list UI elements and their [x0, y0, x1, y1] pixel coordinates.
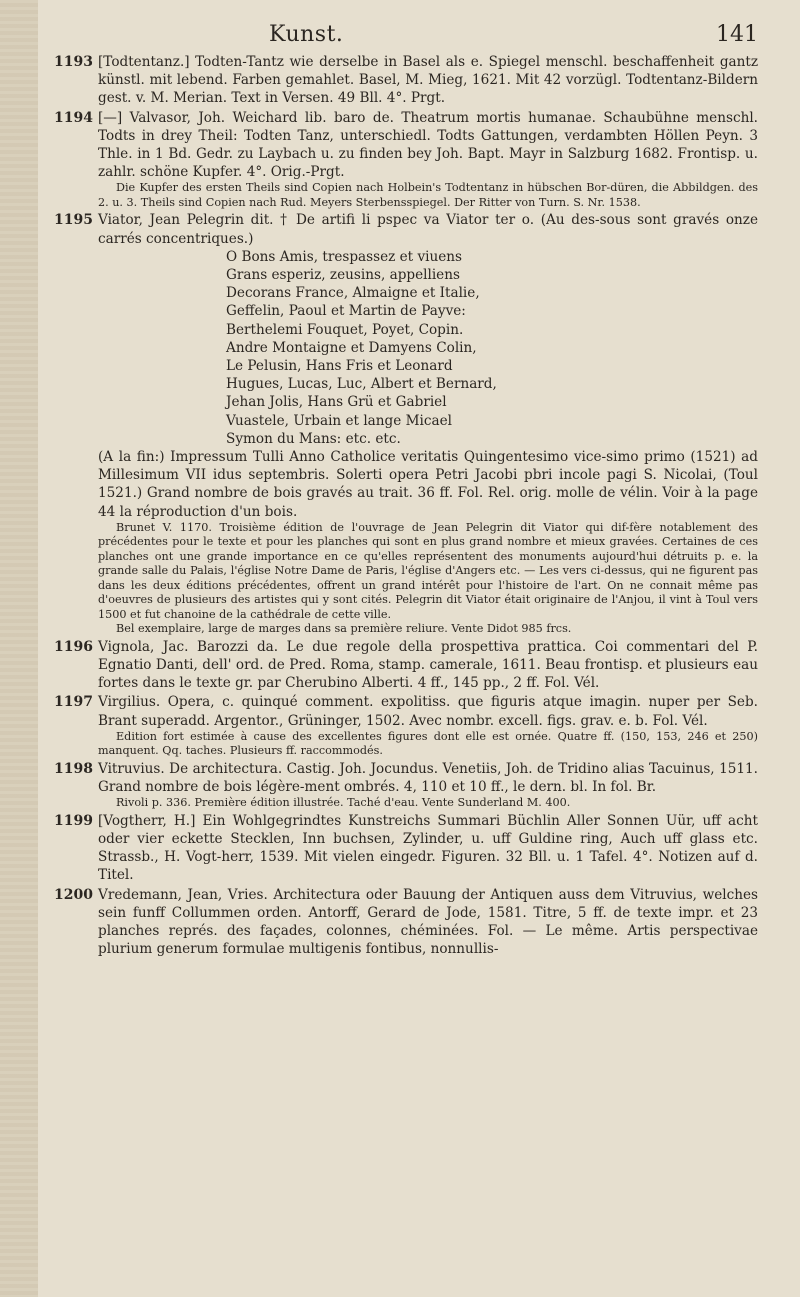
verse-line: Hugues, Lucas, Luc, Albert et Bernard, [226, 376, 497, 393]
verse-line: Geffelin, Paoul et Martin de Payve: [226, 303, 466, 320]
entry-text: Vredemann, Jean, Vries. Architectura oder Bauung der Antiquen auss dem Vitruvius, welches sein funff Collummen orden. Antorff, Gerard de Jode, 1581. Titre, 5 ff. de texte impr. et 23 planches représ. des façades, colonnes, chéminées. Fol. — Le même. Artis perspectivae plurium generum formulae multigenis fontibus, nonnullis- [98, 886, 758, 958]
entry-note: Bel exemplaire, large de marges dans sa première reliure. Vente Didot 985 frcs. [116, 622, 572, 636]
entry-text: (A la fin:) Impressum Tulli Anno Catholice veritatis Quingentesimo vice-simo primo (1521) ad Millesimum VII idus septembris. Solerti opera Petri Jacobi pbri incole pagi S. Nicolai, (Toul 1521.) Grand nombre de bois gravés au trait. 36 ff. Fol. Rel. orig. molle de vélin. Voir à la page 44 la réproduction d'un bois. [98, 449, 758, 520]
entry-number: 1199 [54, 812, 93, 829]
verse-line: Berthelemi Fouquet, Poyet, Copin. [226, 321, 464, 338]
entry-text: [—] Valvasor, Joh. Weichard lib. baro de. Theatrum mortis humanae. Schaubühne menschl. Todts in drey Theil: Todten Tanz, unterschiedl. Todts Gattungen, verdambten Höllen Peyn. 3 Thle. in 1 Bd. Gedr. zu Laybach u. zu finden bey Joh. Bapt. Mayr in Salzburg 1682. Frontisp. u. zahlr. schöne Kupfer. 4°. Orig.-Prgt. [98, 109, 758, 181]
catalogue-entry [54, 211, 758, 636]
entry-number: 1200 [54, 886, 93, 903]
page-number: 141 [716, 22, 758, 47]
entry-text: Vitruvius. De architectura. Castig. Joh. Jocundus. Venetiis, Joh. de Tridino alias Tacuinus, 1511. Grand nombre de bois légère-ment ombrés. 4, 110 et 10 ff., le dern. bl. In fol. Br. [98, 760, 758, 796]
verse-line: Jehan Jolis, Hans Grü et Gabriel [226, 394, 447, 411]
entry-text: Virgilius. Opera, c. quinqué comment. expolitiss. que figuris atque imagin. nuper per Seb. Brant superadd. Argentor., Grüninger, 1502. Avec nombr. excell. figs. grav. e. b. Fol. Vél. [98, 694, 758, 729]
entry-number: 1197 [54, 694, 93, 711]
entry-number: 1198 [54, 760, 93, 777]
verse-line: O Bons Amis, trespassez et viuens [226, 248, 463, 265]
catalogue-entry [54, 812, 758, 885]
entry-number: 1196 [54, 638, 93, 655]
entry-number: 1193 [54, 54, 93, 70]
verse-line: Andre Montaigne et Damyens Colin, [226, 339, 477, 356]
entry-text: [Todtentanz.] Todten-Tantz wie derselbe in Basel als e. Spiegel menschl. beschaffenheit gantz künstl. mit lebend. Farben gemahlet. Basel, M. Mieg, 1621. Mit 42 vorzügl. Todtentanz-Bildern gest. v. M. Merian. Text in Versen. 49 Bll. 4°. Prgt. [98, 54, 758, 107]
page-edge-shadow [0, 0, 38, 1297]
running-head: Kunst. [269, 22, 344, 47]
entry-number: 1194 [54, 109, 93, 126]
verse-block [98, 248, 758, 448]
entry-number: 1195 [54, 212, 93, 229]
entry-text: Vignola, Jac. Barozzi da. Le due regole della prospettiva prattica. Coi commentari del P. Egnatio Danti, dell' ord. de Pred. Roma, stamp. camerale, 1611. Beau frontisp. et plusieurs eau fortes dans le texte gr. par Cherubino Alberti. 4 ff., 145 pp., 2 ff. Fol. Vél. [98, 638, 758, 692]
entry-note: Die Kupfer des ersten Theils sind Copien nach Holbein's Todtentanz in hübschen Bor-düren, die Abbildgen. des 2. u. 3. Theils sind Copien nach Rud. Meyers Sterbensspiegel. Der Ritter von Turn. S. Nr. 1538. [98, 181, 758, 209]
verse-line: Grans esperiz, zeusins, appelliens [226, 267, 460, 284]
catalogue-entry [54, 53, 758, 108]
verse-line: Le Pelusin, Hans Fris et Leonard [226, 358, 453, 375]
verse-line: Decorans France, Almaigne et Italie, [226, 285, 480, 302]
catalogue-entry [54, 109, 758, 211]
catalogue-entry [54, 886, 758, 959]
verse-line: Vuastele, Urbain et lange Micael [226, 412, 452, 429]
verse-line: Symon du Mans: etc. etc. [226, 430, 401, 447]
entry-note: Edition fort estimée à cause des excellentes figures dont elle est ornée. Quatre ff. (150, 153, 246 et 250) manquent. Qq. taches. Plusieurs ff. raccommodés. [98, 729, 758, 758]
entry-note: Rivoli p. 336. Première édition illustrée. Taché d'eau. Vente Sunderland M. 400. [116, 796, 571, 810]
catalogue-entries [54, 53, 758, 958]
page-header [269, 22, 758, 47]
catalogue-entry [54, 760, 758, 811]
catalogue-entry [54, 693, 758, 758]
entry-text: Viator, Jean Pelegrin dit. † De artifi li pspec va Viator ter o. (Au des-sous sont gravés onze carrés concentriques.) [98, 212, 758, 247]
catalogue-entry [54, 638, 758, 693]
entry-text: [Vogtherr, H.] Ein Wohlgegrindtes Kunstreichs Summari Büchlin Aller Sonnen Uür, uff acht oder vier eckette Stecklen, Inn buchsen, Zylinder, u. uff Guldine ring, Auch uff glass etc. Strassb., H. Vogt-herr, 1539. Mit vielen eingedr. Figuren. 32 Bll. u. 1 Tafel. 4°. Notizen auf d. Titel. [98, 812, 758, 884]
entry-note: Brunet V. 1170. Troisième édition de l'ouvrage de Jean Pelegrin dit Viator qui dif-fère notablement des précédentes pour le texte et pour les planches qui sont en plus grand nombre et mieux gravées. Certaines de ces planches ont une grande importance en ce qu'elles représentent des monuments aujourd'hui détruits p. e. la grande salle du Palais, l'église Notre Dame de Paris, l'église d'Angers etc. — Les vers ci-dessus, qui ne figurent pas dans les deux éditions précédentes, offrent un grand intérêt pour l'histoire de l'art. On ne connait même pas d'oeuvres de plusieurs des artistes qui y sont cités. Pelegrin dit Viator était originaire de l'Anjou, il vint à Toul vers 1500 et fut chanoine de la cathédrale de cette ville. [98, 520, 758, 621]
